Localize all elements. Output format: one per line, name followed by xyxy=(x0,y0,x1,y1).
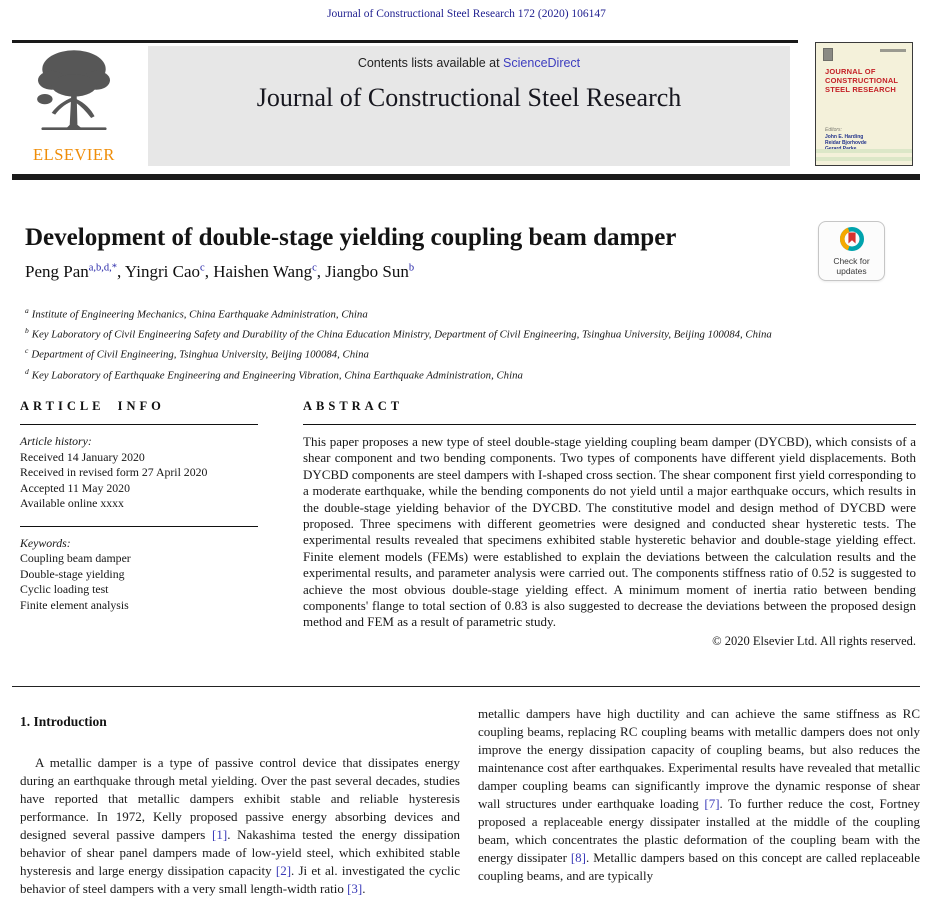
keyword-item: Finite element analysis xyxy=(20,597,129,612)
article-info-section xyxy=(20,399,258,613)
history-item: Available online xxxx xyxy=(20,496,124,510)
author: Haishen Wang$^c$, xyxy=(213,262,326,281)
keyword-item: Cyclic loading test xyxy=(20,582,109,596)
author-affil-sup: c xyxy=(200,262,205,274)
cover-title-line: JOURNAL OF xyxy=(825,67,876,76)
crossmark-icon xyxy=(839,239,865,256)
elsevier-tree-icon xyxy=(31,129,117,146)
citation-ref[interactable]: [3] xyxy=(347,881,363,896)
keyword-item: Coupling beam damper xyxy=(20,551,131,565)
affiliations-list xyxy=(25,303,905,384)
elsevier-wordmark: ELSEVIER xyxy=(33,145,115,164)
author: Yingri Cao$^c$, xyxy=(124,262,214,281)
affiliation-line: $^b$ Key Laboratory of Civil Engineering Safety and Durability of the China Education Ministry, Department of Civil Engineering, Tsinghua University, Beijing 100084, China xyxy=(25,326,772,341)
citation-ref[interactable]: [2] xyxy=(275,863,292,878)
cover-editor-name: Reidar Bjorhovde xyxy=(825,140,867,146)
cover-editor-name: John E. Harding xyxy=(825,134,864,140)
cover-issn-text xyxy=(880,49,906,52)
cover-editors-label: Editors: xyxy=(825,127,842,133)
journal-citation-link[interactable]: Journal of Constructional Steel Research 172 (2020) 106147 xyxy=(327,8,606,20)
introduction-paragraph-continued: metallic dampers have high ductility and can achieve the same stiffness as RC coupling beams, replacing RC coupling beams with metallic dampers does not only improve the energy dissipation capacity of coupling beams, but also reduces the maintenance cost after earthquakes. Experimental results have revealed that metallic damper coupling beams can significantly improve the dynamic response of shear wall structures under earthquake loading [7]. To further reduce the cost, Fortney proposed a replaceable energy dissipater installed at the middle of the coupling beam, which concentrates the plastic deformation of the coupling beam with the energy dissipater [8]. Metallic dampers based on this concept are called replaceable coupling beams, and are typically xyxy=(478,706,920,883)
citation-ref[interactable]: [1] xyxy=(212,827,228,842)
cover-title xyxy=(825,67,906,94)
author-affil-sup: a,b,d,* xyxy=(88,262,118,274)
sciencedirect-link[interactable]: ScienceDirect xyxy=(503,56,581,70)
history-item: Received 14 January 2020 xyxy=(20,449,145,464)
cover-title-line: CONSTRUCTIONAL xyxy=(825,76,899,85)
keyword-item: Double-stage yielding xyxy=(20,566,125,581)
keywords-label: Keywords: xyxy=(20,535,71,550)
header-top-rule xyxy=(12,40,798,43)
abstract-section xyxy=(303,399,916,649)
affiliation-line: $^c$ Department of Civil Engineering, Tsinghua University, Beijing 100084, China xyxy=(25,346,369,361)
author: Peng Pan$^{a,b,d,*}$, xyxy=(25,262,125,281)
header-bottom-rule xyxy=(12,174,920,180)
article-title: Development of double-stage yielding coupling beam damper xyxy=(25,224,677,251)
banner-journal-title: Journal of Constructional Steel Research xyxy=(256,83,682,112)
journal-header-banner xyxy=(148,46,790,166)
cover-title-line: STEEL RESEARCH xyxy=(825,85,897,94)
body-right-column xyxy=(478,705,920,885)
check-for-updates-label: Check for updates xyxy=(833,256,870,276)
abstract-rule xyxy=(303,424,916,425)
author-affil-sup: b xyxy=(408,262,415,274)
abstract-divider-rule xyxy=(12,686,920,687)
history-item: Received in revised form 27 April 2020 xyxy=(20,465,208,479)
check-for-updates-button[interactable] xyxy=(818,221,885,281)
citation-ref[interactable]: [7] xyxy=(704,796,720,811)
history-item: Accepted 11 May 2020 xyxy=(20,480,130,495)
article-info-heading: ARTICLE INFO xyxy=(20,399,165,413)
contents-list-text: Contents lists available at xyxy=(357,56,504,70)
author: Jiangbo Sun$^b$ xyxy=(325,262,415,281)
abstract-text: This paper proposes a new type of steel double-stage yielding coupling beam damper (DYCBD), which consists of a shear component and two bending components. Two types of components have different yield displacements. Both DYCBD components are steel dampers with I-shaped cross section. The shear component first yield corresponding to a moderate earthquake, while the bending components do not yield until a major earthquake occurs, which results in the double-stage yielding behavior of the DYCBD. The constitutive model and design method of DYCBD were proposed. Three specimens with different geometries were designed and conducted shear hysteretic tests. The experimental results revealed that specimens exhibited stable hysteretic behavior and double-stage yielding effect. Finite element models (FEMs) were established to explain the deviations between the calculation results and the experimental results, and parameter analysis were carried out. The components stiffness ratio of 0.52 is suggested to achieve the most obvious double-stage yielding effect. A minimum moment of inertia ratio between bending components' flange to total section of 0.83 is also suggested to decrease the deviations between the proposed design method and FEM as a result of parametric study. xyxy=(303,434,916,630)
contents-list-line xyxy=(148,46,790,70)
author-line xyxy=(25,262,414,282)
keywords-rule xyxy=(20,526,258,527)
author-affil-sup: c xyxy=(312,262,317,274)
introduction-heading: 1. Introduction xyxy=(20,714,107,729)
citation-ref[interactable]: [8] xyxy=(570,850,587,865)
history-label: Article history: xyxy=(20,434,92,448)
introduction-paragraph: A metallic damper is a type of passive control device that dissipates energy during an earthquake through metal yielding. Over the past several decades, studies have reported that metallic dampers exhibit stable and reliable hysteresis performance. In 1972, Kelly proposed passive energy absorbing devices and designed several passive dampers [1]. Nakashima tested the energy dissipation behavior of shear panel dampers made of low-yield steel, which exhibited stable hysteresis and large energy dissipation capacity [2]. Ji et al. investigated the cyclic behavior of steel dampers with a very small length-width ratio [3]. xyxy=(20,755,461,896)
abstract-heading: ABSTRACT xyxy=(303,399,404,413)
article-info-rule xyxy=(20,424,258,425)
elsevier-logo[interactable] xyxy=(22,46,126,166)
cover-crest-icon xyxy=(823,48,833,61)
copyright-line: © 2020 Elsevier Ltd. All rights reserved. xyxy=(712,633,916,648)
cover-stripes-decor xyxy=(816,149,912,165)
affiliation-line: $^d$ Key Laboratory of Earthquake Engineering and Engineering Vibration, China Earthquake Administration, China xyxy=(25,366,523,382)
affiliation-line: $^a$ Institute of Engineering Mechanics, China Earthquake Administration, China xyxy=(25,306,368,321)
journal-cover-thumbnail[interactable] xyxy=(815,42,913,166)
body-left-column xyxy=(20,712,460,898)
